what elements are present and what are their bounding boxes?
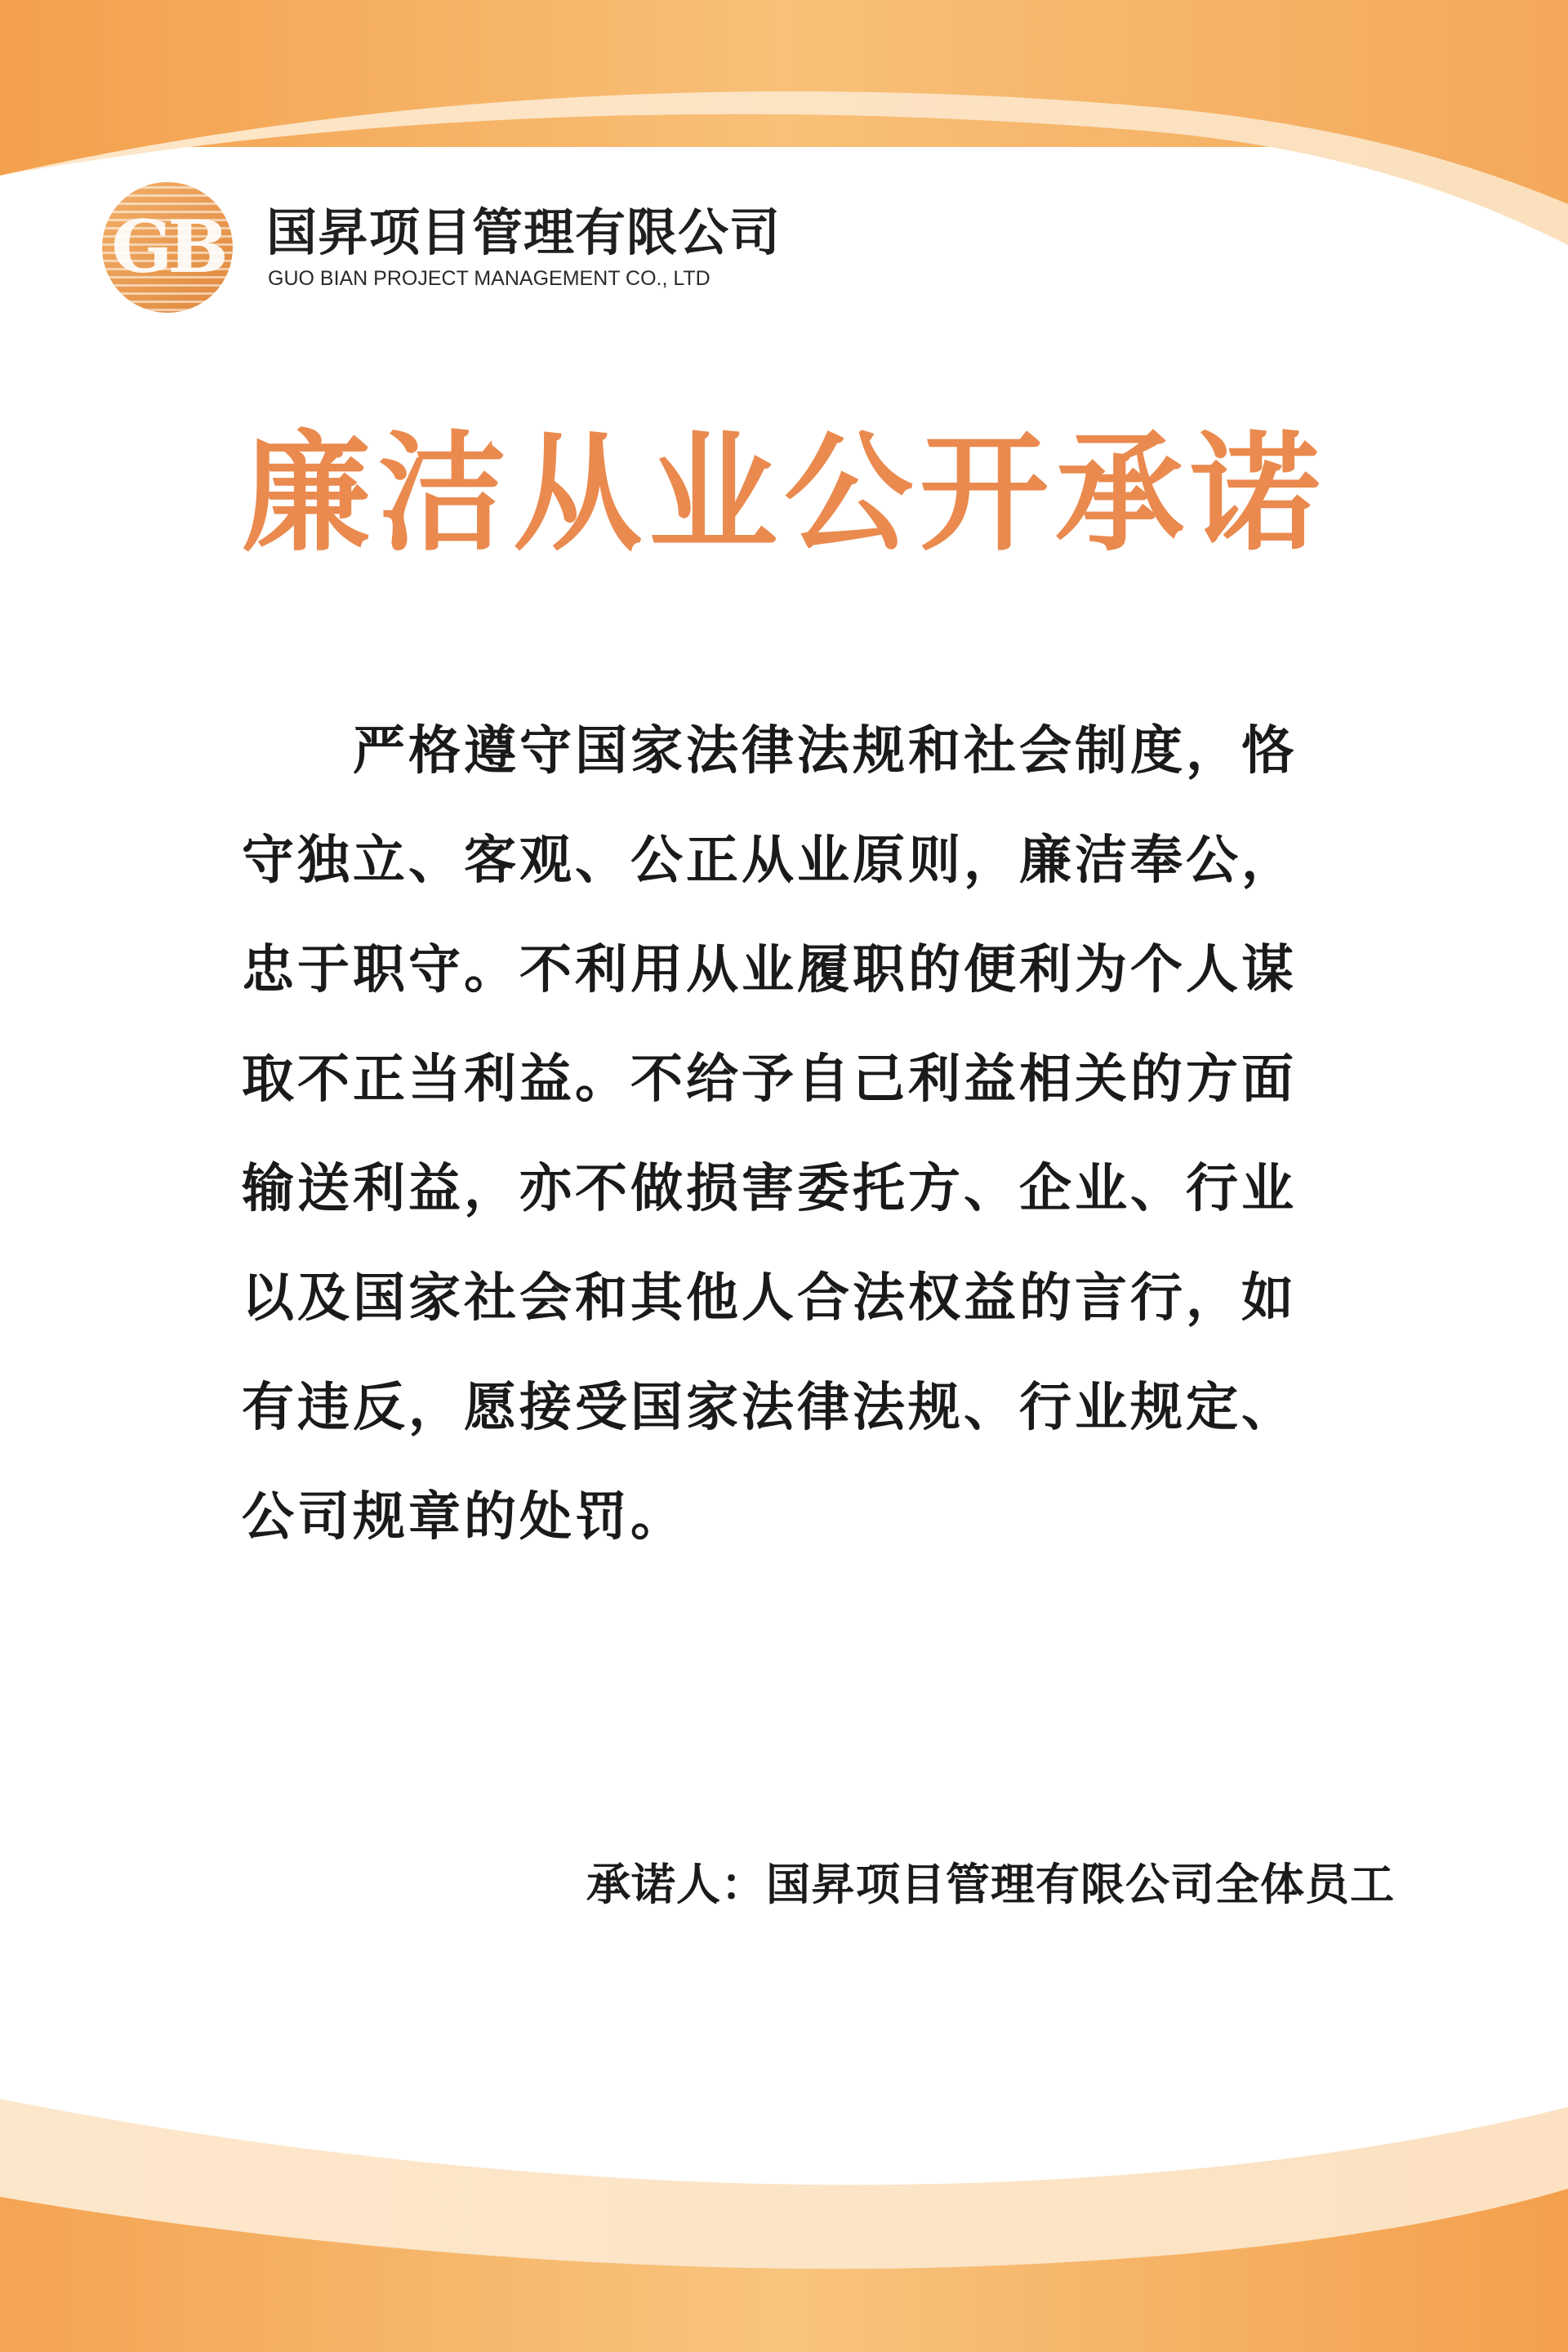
- company-name-en: GUO BIAN PROJECT MANAGEMENT CO., LTD: [268, 267, 710, 290]
- body-line: 守独立、客观、公正从业原则，廉洁奉公，: [242, 830, 1297, 891]
- signature-line: 承诺人：国昇项目管理有限公司全体员工: [586, 1858, 1395, 1910]
- commitment-body: [242, 697, 1352, 1572]
- body-line: 输送利益，亦不做损害委托方、企业、行业: [242, 1158, 1297, 1219]
- body-line: 以及国家社会和其他人合法权益的言行，如: [242, 1267, 1297, 1329]
- body-line: 严格遵守国家法律法规和社会制度，恪: [353, 720, 1297, 782]
- page-title: 廉洁从业公开承诺: [242, 419, 1326, 569]
- logo-monogram: GB: [111, 204, 224, 289]
- gb-logo-icon: [98, 178, 237, 317]
- body-line: 公司规章的处罚。: [242, 1486, 686, 1548]
- bottom-wave-decoration: [0, 2009, 1568, 2352]
- body-line: 有违反，愿接受国家法律法规、行业规定、: [242, 1377, 1297, 1438]
- body-line: 取不正当利益。不给予自己利益相关的方面: [242, 1049, 1297, 1110]
- body-line: 忠于职守。不利用从业履职的便利为个人谋: [242, 939, 1297, 1000]
- company-name-cn: 国昇项目管理有限公司: [266, 203, 782, 262]
